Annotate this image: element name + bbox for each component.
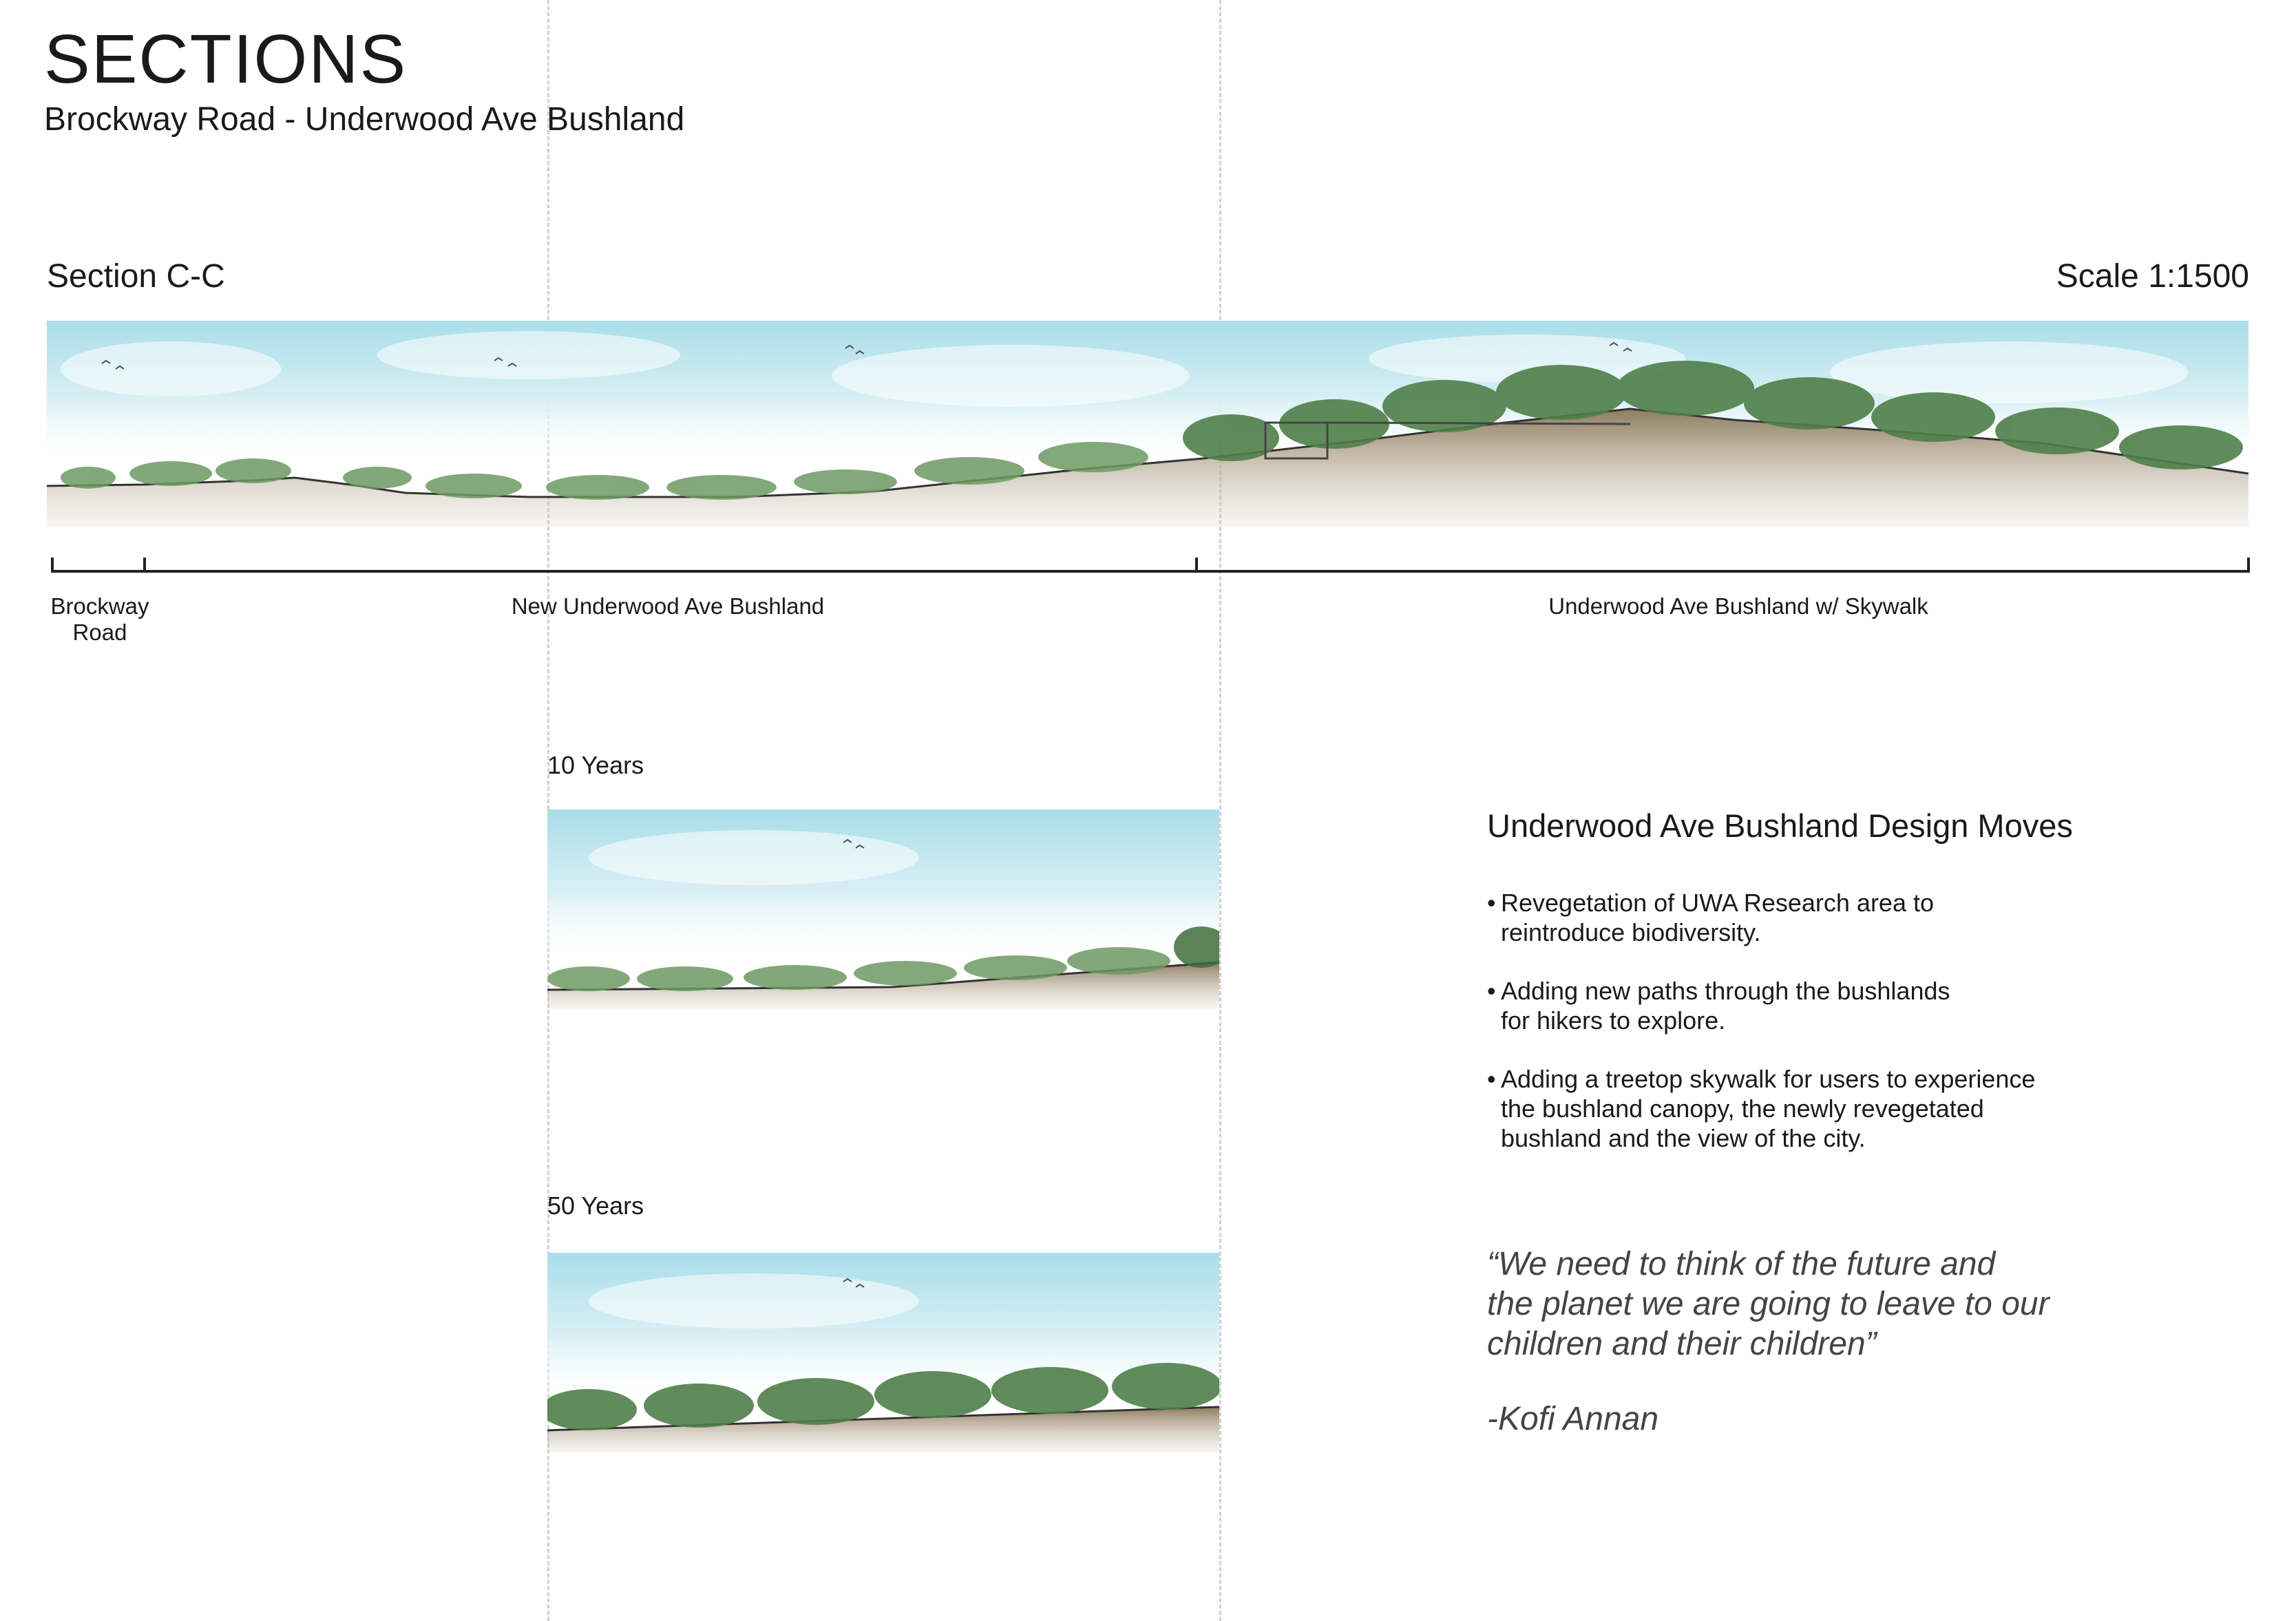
page-title: SECTIONS	[44, 21, 408, 98]
page-subtitle: Brockway Road - Underwood Ave Bushland	[44, 101, 685, 138]
phase-label-10-years: 10 Years	[547, 751, 644, 779]
design-move-text: Revegetation of UWA Research area to reintroduce biodiversity.	[1501, 889, 1934, 946]
section-drawing-main	[47, 321, 2248, 527]
section-drawing-50-years-svg	[547, 1253, 1219, 1452]
bullet-icon: •	[1487, 889, 1496, 917]
quote-author: -Kofi Annan	[1487, 1401, 1659, 1437]
design-moves-list	[1487, 888, 2176, 1182]
zone-dimension-line	[47, 551, 2250, 578]
scale-label: Scale 1:1500	[2056, 258, 2249, 295]
phase-label-50-years: 50 Years	[547, 1191, 644, 1220]
guide-line-right	[1219, 0, 1221, 1621]
bullet-icon: •	[1487, 977, 1496, 1005]
list-item	[1487, 976, 2176, 1035]
design-move-text: Adding a treetop skywalk for users to experience the bushland canopy, the newly revegetated bushland and the view of the city.	[1501, 1065, 2036, 1152]
zone-label-brockway: Brockway Road	[50, 593, 149, 645]
list-item	[1487, 888, 2176, 947]
design-move-text: Adding new paths through the bushlands for hikers to explore.	[1501, 977, 1950, 1035]
section-drawing-10-years-svg	[547, 809, 1219, 1009]
design-moves-title: Underwood Ave Bushland Design Moves	[1487, 807, 2073, 844]
section-drawing-10-years	[547, 809, 1219, 1009]
section-label: Section C-C	[47, 258, 225, 295]
zone-label-skywalk: Underwood Ave Bushland w/ Skywalk	[1548, 593, 1928, 619]
section-drawing-main-svg	[47, 321, 2248, 527]
quote-text: “We need to think of the future and the planet we are going to leave to our children and their children”	[1487, 1246, 2050, 1362]
zone-label-new-bushland: New Underwood Ave Bushland	[511, 593, 825, 619]
list-item	[1487, 1064, 2176, 1153]
bullet-icon: •	[1487, 1065, 1496, 1093]
section-drawing-50-years	[547, 1253, 1219, 1452]
